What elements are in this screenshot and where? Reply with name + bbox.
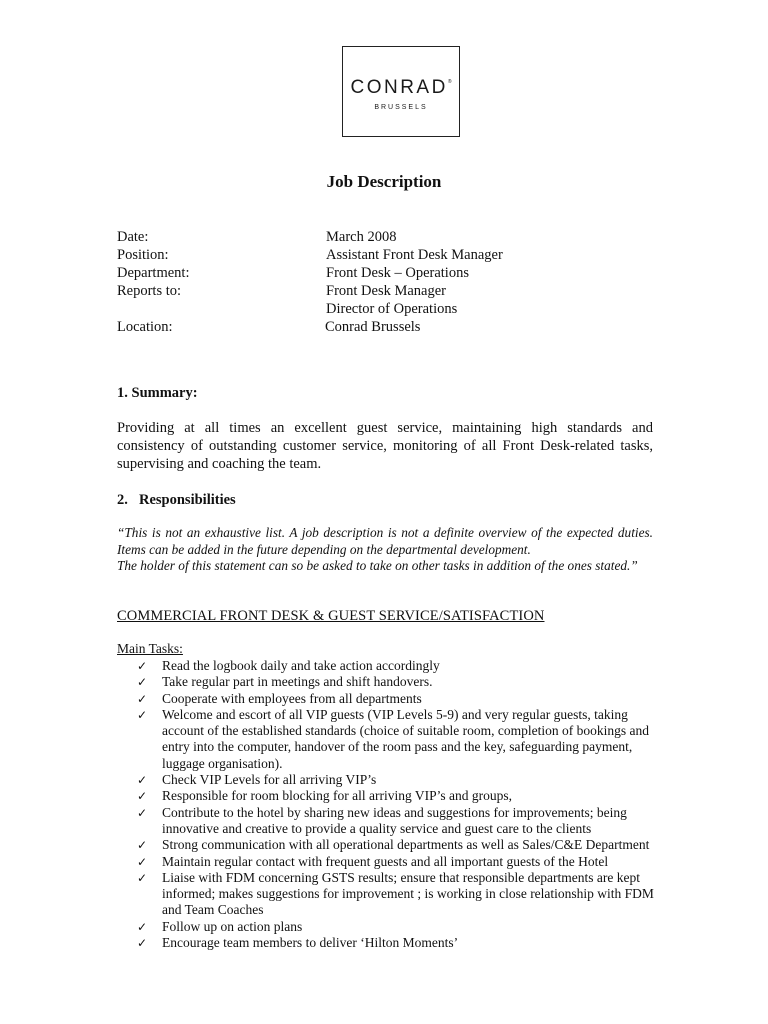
quote-paragraph: The holder of this statement can so be asked to take on other tasks in addition of the ones stated.” [117, 558, 638, 573]
job-info-table [117, 228, 637, 336]
info-row-location [117, 318, 637, 336]
task-item [137, 854, 657, 870]
info-label: Position: [117, 247, 169, 263]
logo-brand-name: CONRAD® [350, 77, 452, 98]
info-row-reports-to [117, 282, 637, 300]
task-text: Welcome and escort of all VIP guests (VIP Levels 5-9) and very regular guests, taking account of the established standards (choice of suitable room, completion of bookings and entry into the computer, handover of the room pass and the key, safeguarding payment, luggage organisation). [162, 706, 649, 771]
check-icon: ✓ [137, 870, 148, 885]
section-number: 2. [117, 492, 128, 508]
task-item [137, 919, 657, 935]
task-text: Responsible for room blocking for all arriving VIP’s and groups, [162, 788, 512, 804]
task-text: Check VIP Levels for all arriving VIP’s [162, 772, 377, 788]
task-text: Strong communication with all operational departments as well as Sales/C&E Department [162, 837, 650, 853]
info-value: Director of Operations [326, 301, 458, 317]
task-text: Liaise with FDM concerning GSTS results; ensure that responsible departments are kept informed; makes suggestions for improvement ; is working in close relationship with FDM and Team Coaches [162, 869, 654, 918]
summary-heading: 1. Summary: [117, 385, 198, 401]
task-item [137, 870, 657, 919]
task-item [137, 805, 657, 838]
info-value: Assistant Front Desk Manager [326, 247, 503, 263]
main-tasks-label: Main Tasks: [117, 641, 183, 656]
info-label: Department: [117, 265, 190, 281]
info-label: Location: [117, 319, 173, 335]
responsibilities-heading [117, 492, 236, 509]
info-label: Date: [117, 229, 149, 245]
hotel-logo [342, 46, 460, 137]
task-item [137, 837, 657, 853]
check-icon: ✓ [137, 789, 148, 804]
check-icon: ✓ [137, 675, 148, 690]
check-icon: ✓ [137, 919, 148, 934]
info-label: Reports to: [117, 283, 182, 299]
main-tasks-list [137, 658, 657, 951]
check-icon: ✓ [137, 838, 148, 853]
task-item [137, 772, 657, 788]
check-icon: ✓ [137, 691, 148, 706]
task-item [137, 788, 657, 804]
info-value: Conrad Brussels [325, 319, 421, 335]
task-item [137, 691, 657, 707]
info-row-position [117, 246, 637, 264]
check-icon: ✓ [137, 773, 148, 788]
task-text: Take regular part in meetings and shift handovers. [162, 674, 433, 690]
task-text: Encourage team members to deliver ‘Hilton Moments’ [162, 935, 459, 951]
check-icon: ✓ [137, 707, 148, 722]
section-heading-text: Responsibilities [139, 492, 236, 508]
info-value: Front Desk – Operations [326, 265, 469, 281]
task-text: Contribute to the hotel by sharing new ideas and suggestions for improvements; being innovative and creative to provide a quality service and guest care to the clients [162, 804, 627, 836]
check-icon: ✓ [137, 936, 148, 951]
task-text: Cooperate with employees from all departments [162, 690, 422, 706]
task-text: Follow up on action plans [162, 918, 303, 934]
task-item [137, 935, 657, 951]
info-row-department [117, 264, 637, 282]
task-item [137, 707, 657, 772]
task-text: Maintain regular contact with frequent guests and all important guests of the Hotel [162, 853, 609, 869]
info-row-date [117, 228, 637, 246]
check-icon: ✓ [137, 805, 148, 820]
task-item [137, 658, 657, 674]
check-icon: ✓ [137, 659, 148, 673]
summary-text: Providing at all times an excellent guest service, maintaining high standards and consistency of outstanding customer service, monitoring of all Front Desk-related tasks, supervising and coaching the team. [117, 420, 653, 472]
logo-city: BRUSSELS [374, 104, 428, 111]
task-item [137, 674, 657, 690]
quote-paragraph: “This is not an exhaustive list. A job description is not a definite overview of the expected duties. Items can be added in the future depending on the departmental development. [117, 525, 653, 557]
info-row-reports-to-secondary [117, 300, 637, 318]
check-icon: ✓ [137, 854, 148, 869]
document-title: Job Description [326, 172, 442, 191]
disclaimer-quote [117, 525, 653, 575]
commercial-section-title: COMMERCIAL FRONT DESK & GUEST SERVICE/SATISFACTION [117, 608, 545, 624]
info-value: Front Desk Manager [326, 283, 447, 299]
task-text: Read the logbook daily and take action accordingly [162, 658, 440, 673]
info-value: March 2008 [326, 229, 397, 245]
